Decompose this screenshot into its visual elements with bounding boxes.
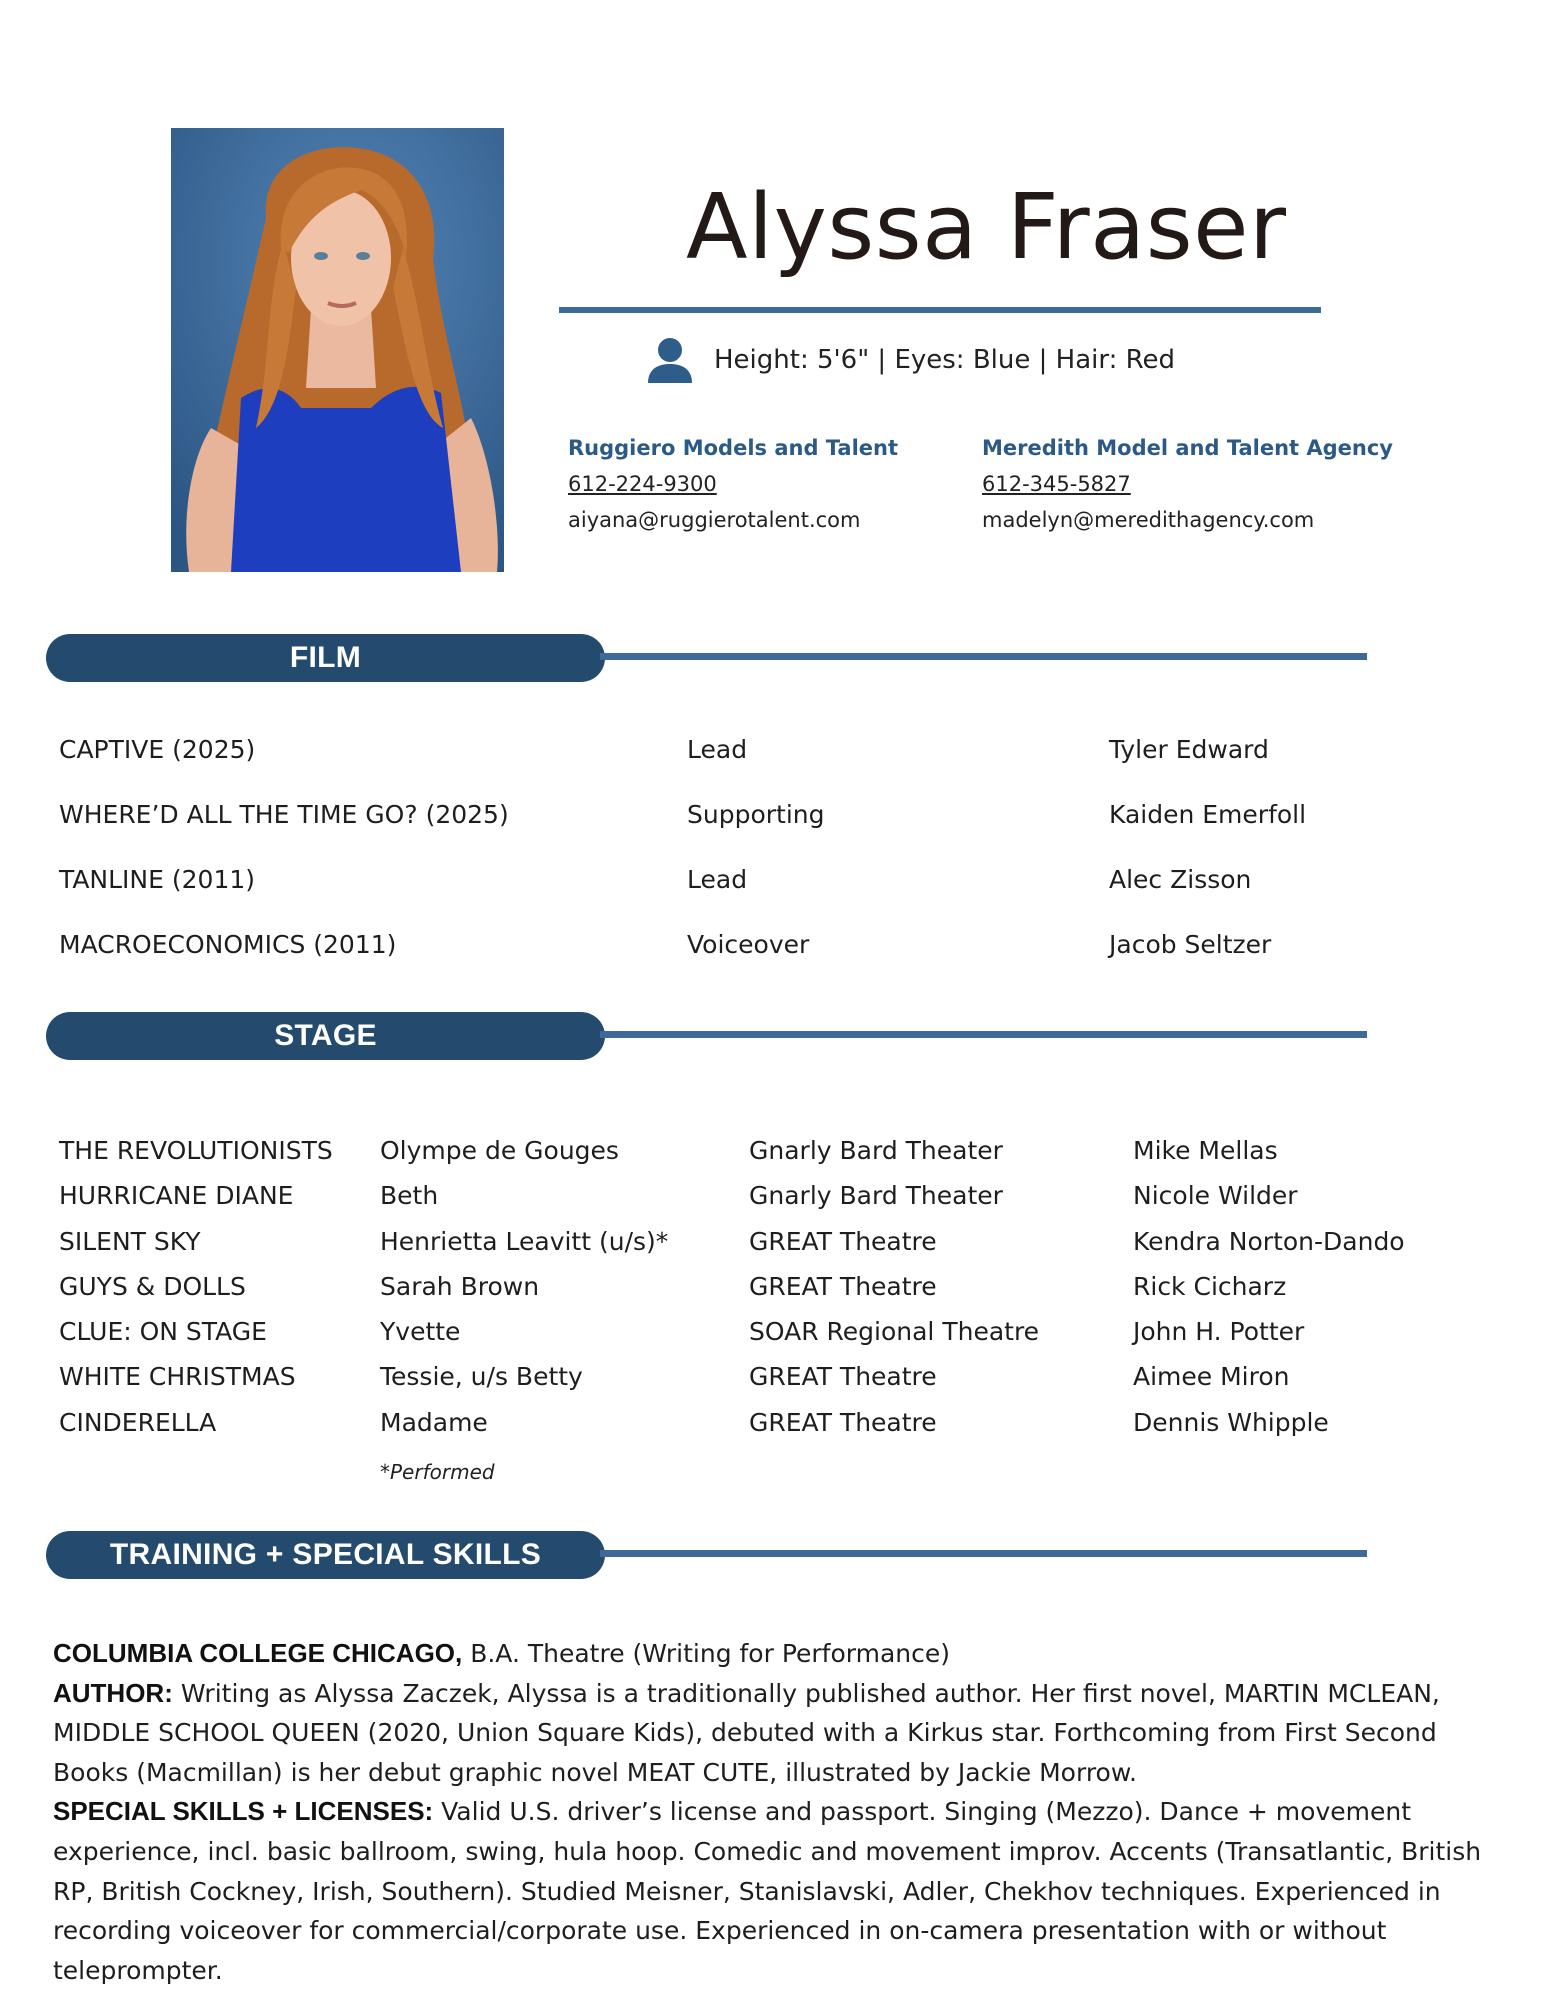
film-row	[59, 735, 1359, 800]
stage-row	[59, 1136, 1409, 1181]
section-title: STAGE	[274, 1019, 377, 1052]
stage-show: CLUE: ON STAGE	[59, 1317, 267, 1347]
stage-credits	[59, 1136, 1409, 1453]
author-label: AUTHOR:	[53, 1677, 173, 1708]
film-role: Lead	[687, 735, 748, 764]
agency-email[interactable]: madelyn@meredithagency.com	[982, 508, 1315, 532]
film-role: Lead	[687, 865, 748, 894]
headshot-illustration	[171, 128, 504, 572]
stage-show: HURRICANE DIANE	[59, 1181, 294, 1211]
film-director: Alec Zisson	[1109, 865, 1252, 894]
film-title: WHERE’D ALL THE TIME GO? (2025)	[59, 800, 509, 829]
stage-director: Aimee Miron	[1133, 1362, 1290, 1392]
stage-show: WHITE CHRISTMAS	[59, 1362, 296, 1392]
education-line	[53, 1634, 1493, 1674]
section-divider	[600, 1031, 1367, 1038]
stage-director: Kendra Norton-Dando	[1133, 1226, 1405, 1256]
actor-name: Alyssa Fraser	[686, 175, 1287, 280]
stage-show: THE REVOLUTIONISTS	[59, 1136, 333, 1165]
training-text	[53, 1634, 1493, 1990]
film-title: CAPTIVE (2025)	[59, 735, 256, 764]
stage-theater: GREAT Theatre	[749, 1271, 937, 1301]
stage-show: CINDERELLA	[59, 1407, 217, 1437]
film-role: Voiceover	[687, 930, 810, 959]
film-director: Tyler Edward	[1109, 735, 1269, 764]
stage-role: Henrietta Leavitt (u/s)*	[380, 1226, 669, 1256]
agency-phone-link[interactable]: 612-345-5827	[982, 472, 1131, 496]
stage-director: Nicole Wilder	[1133, 1181, 1298, 1211]
stage-director: Rick Cicharz	[1133, 1271, 1287, 1301]
section-divider	[600, 1550, 1367, 1557]
agency-block	[982, 436, 1393, 532]
performed-footnote: *Performed	[380, 1460, 495, 1484]
stage-show: GUYS & DOLLS	[59, 1271, 246, 1301]
author-text: Writing as Alyssa Zaczek, Alyssa is a traditionally published author. Her first novel, MARTIN MCLEAN, MIDDLE SCHOOL QUEEN (2020, Union Square Kids), debuted with a Kirkus star. Forthcoming from First Second Books (Macmillan) is her debut graphic novel MEAT CUTE, illustrated by Jackie Morrow.	[53, 1678, 1440, 1787]
stage-theater: GREAT Theatre	[749, 1407, 937, 1437]
film-title: TANLINE (2011)	[59, 865, 256, 894]
stage-row	[59, 1181, 1409, 1226]
section-title: TRAINING + SPECIAL SKILLS	[109, 1538, 542, 1571]
stage-director: Mike Mellas	[1133, 1136, 1278, 1165]
film-credits	[59, 735, 1359, 995]
agency-name: Ruggiero Models and Talent	[568, 436, 899, 460]
stage-theater: Gnarly Bard Theater	[749, 1136, 1003, 1165]
headshot-photo	[171, 128, 504, 572]
film-director: Kaiden Emerfoll	[1109, 800, 1307, 829]
stage-row	[59, 1272, 1409, 1317]
film-director: Jacob Seltzer	[1109, 930, 1272, 959]
agency-name: Meredith Model and Talent Agency	[982, 436, 1393, 460]
stage-role: Tessie, u/s Betty	[380, 1362, 583, 1392]
stage-theater: GREAT Theatre	[749, 1226, 937, 1256]
stage-role: Madame	[380, 1407, 488, 1437]
skills-label: SPECIAL SKILLS + LICENSES:	[53, 1796, 434, 1827]
section-divider	[600, 653, 1367, 660]
film-role: Supporting	[687, 800, 825, 829]
education-label: COLUMBIA COLLEGE CHICAGO,	[53, 1638, 463, 1668]
stats-text: Height: 5'6" | Eyes: Blue | Hair: Red	[714, 345, 1176, 375]
physical-stats	[646, 337, 1175, 383]
stage-role: Yvette	[380, 1317, 461, 1347]
stage-row	[59, 1408, 1409, 1453]
stage-show: SILENT SKY	[59, 1226, 201, 1256]
film-row	[59, 800, 1359, 865]
film-title: MACROECONOMICS (2011)	[59, 930, 397, 959]
agency-phone-link[interactable]: 612-224-9300	[568, 472, 717, 496]
skills-paragraph	[53, 1792, 1493, 1990]
agency-block	[568, 436, 898, 532]
stage-row	[59, 1227, 1409, 1272]
stage-role: Beth	[380, 1181, 439, 1211]
person-icon	[646, 337, 694, 383]
name-divider	[559, 307, 1321, 313]
skills-text: Valid U.S. driver’s license and passport. Singing (Mezzo). Dance + movement experience, incl. basic ballroom, swing, hula hoop. Comedic and movement improv. Accents (Transatlantic, British RP, British Cockney, Irish, Southern). Studied Meisner, Stanislavski, Adler, Chekhov techniques. Experienced in recording voiceover for commercial/corporate use. Experienced in on-camera presentation with or without teleprompter.	[53, 1797, 1482, 1985]
author-paragraph	[53, 1674, 1493, 1793]
stage-director: Dennis Whipple	[1133, 1407, 1329, 1437]
stage-director: John H. Potter	[1133, 1317, 1305, 1347]
stage-row	[59, 1317, 1409, 1362]
training-section-header	[46, 1531, 605, 1579]
film-row	[59, 865, 1359, 930]
stage-role: Olympe de Gouges	[380, 1136, 619, 1165]
section-title: FILM	[289, 641, 362, 674]
stage-theater: SOAR Regional Theatre	[749, 1317, 1040, 1347]
film-section-header	[46, 634, 605, 682]
stage-theater: GREAT Theatre	[749, 1362, 937, 1392]
stage-theater: Gnarly Bard Theater	[749, 1181, 1003, 1211]
education-text: B.A. Theatre (Writing for Performance)	[462, 1639, 951, 1668]
agency-email[interactable]: aiyana@ruggierotalent.com	[568, 508, 861, 532]
film-row	[59, 930, 1359, 995]
stage-row	[59, 1362, 1409, 1407]
stage-role: Sarah Brown	[380, 1271, 540, 1301]
stage-section-header	[46, 1012, 605, 1060]
